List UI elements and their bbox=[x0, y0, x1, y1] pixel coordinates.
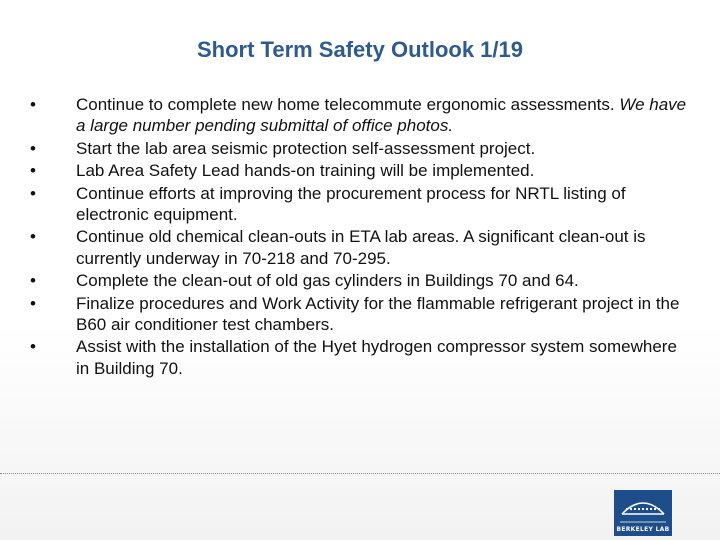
bullet-item bbox=[30, 293, 690, 336]
bullet-text: Complete the clean-out of old gas cylinders in Buildings 70 and 64. bbox=[76, 271, 579, 291]
footer-divider bbox=[0, 473, 720, 474]
bullet-text: Continue efforts at improving the procurement process for NRTL listing of electronic equipment. bbox=[76, 183, 626, 225]
bullet-text: Assist with the installation of the Hyet hydrogen compressor system somewhere in Building 70. bbox=[76, 337, 677, 378]
bullet-list bbox=[30, 94, 690, 380]
bullet-marker: • bbox=[30, 95, 36, 114]
bullet-item bbox=[30, 270, 690, 291]
bullet-item bbox=[30, 336, 690, 379]
bullet-item bbox=[30, 138, 690, 159]
bullet-marker: • bbox=[30, 138, 36, 158]
bullet-marker: • bbox=[30, 161, 36, 181]
berkeley-lab-logo bbox=[614, 490, 672, 536]
bullet-marker: • bbox=[30, 293, 36, 313]
bullet-marker: • bbox=[30, 227, 36, 247]
logo-text: BERKELEY LAB bbox=[616, 526, 670, 533]
bullet-marker: • bbox=[30, 271, 36, 291]
bullet-text: Finalize procedures and Work Activity for the flammable refrigerant project in the B60 air conditioner test chambers. bbox=[76, 293, 680, 335]
bullet-text: Continue old chemical clean-outs in ETA lab areas. A significant clean-out is currently underway in 70-218 and 70-295. bbox=[76, 227, 646, 268]
slide-title: Short Term Safety Outlook 1/19 bbox=[196, 37, 523, 62]
bullet-item bbox=[30, 226, 690, 269]
bullet-marker: • bbox=[30, 183, 36, 203]
bullet-text: Lab Area Safety Lead hands-on training will be implemented. bbox=[76, 161, 535, 181]
bullet-emphasis-text: We have a large number pending submittal of office photos. bbox=[76, 95, 687, 136]
bullet-item bbox=[30, 183, 690, 226]
bullet-item bbox=[30, 160, 690, 181]
bullet-marker: • bbox=[30, 337, 36, 357]
bullet-text: Start the lab area seismic protection self-assessment project. bbox=[76, 138, 536, 158]
bullet-item bbox=[30, 94, 690, 137]
bullet-text: Continue to complete new home telecommute ergonomic assessments. bbox=[76, 95, 620, 114]
